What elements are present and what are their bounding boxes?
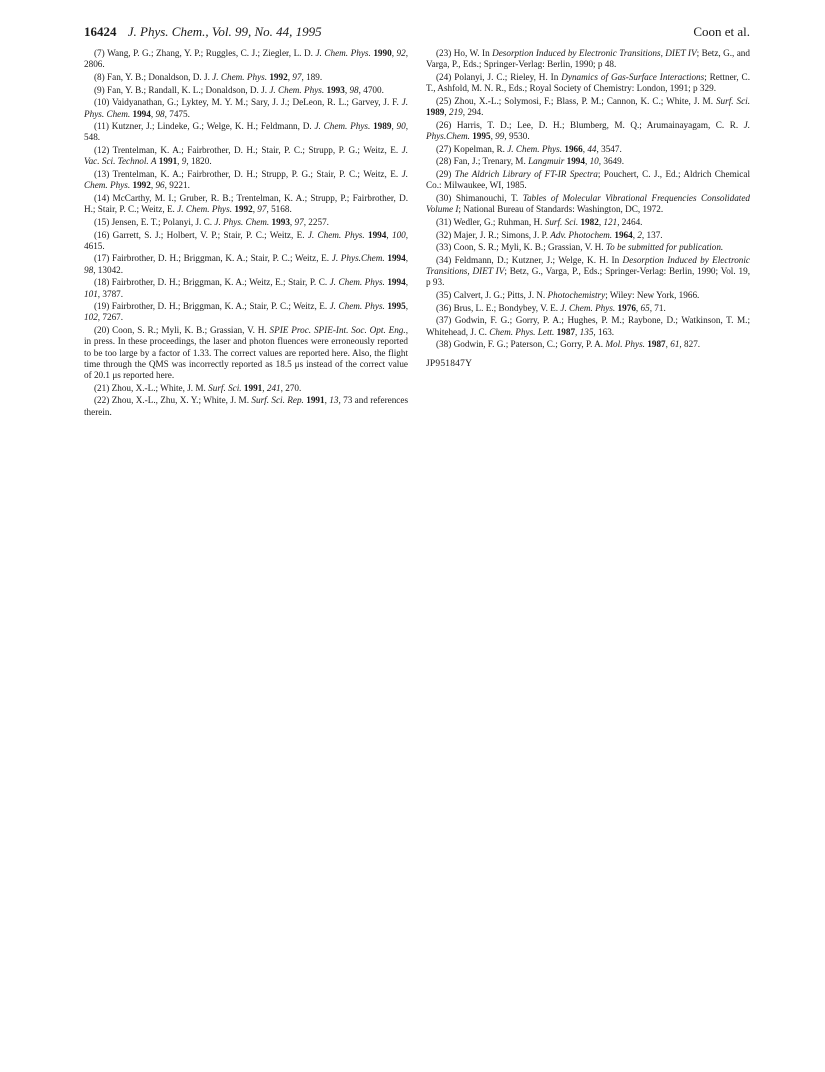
header-left <box>84 24 322 40</box>
reference-authors: Jensen, E. T.; Polanyi, J. C. <box>111 216 215 227</box>
reference-pages: , 4700. <box>358 84 384 95</box>
reference-item <box>426 242 750 253</box>
reference-number: (35) <box>436 290 452 301</box>
reference-authors: Coon, S. R.; Myli, K. B.; Grassian, V. H. <box>112 325 270 336</box>
reference-pages: ; Pouchert, C. J., Ed.; Aldrich Chemical Co.: Milwaukee, WI, 1985. <box>426 169 751 191</box>
reference-volume: 101 <box>84 288 98 299</box>
reference-year: 1991 <box>158 156 178 167</box>
reference-number: (27) <box>436 143 452 154</box>
reference-source: Desorption Induced by Electronic Transitions, DIET IV <box>426 254 751 277</box>
reference-authors: Brus, L. E.; Bondybey, V. E. <box>453 302 561 313</box>
reference-pages: , 71. <box>649 302 666 313</box>
reference-pages: ; National Bureau of Standards: Washington, DC, 1972. <box>458 204 664 215</box>
reference-number: (32) <box>436 229 452 240</box>
reference-number: (18) <box>94 277 110 288</box>
reference-authors: Fairbrother, D. H.; Briggman, K. A.; Stair, P. C.; Weitz, E. <box>111 253 332 264</box>
reference-year: 1966 <box>564 143 583 154</box>
reference-pages: , 7475. <box>164 108 190 119</box>
reference-number: (22) <box>94 395 110 406</box>
reference-source: J. Chem. Phys. <box>212 71 268 82</box>
reference-item: (25) Zhou, X.-L.; Solymosi, F.; Blass, P. M.; Cannon, K. C.; White, J. M. Surf. Sci. 1989, 219, 294. <box>426 95 751 118</box>
reference-authors: Harris, T. D.; Lee, D. H.; Blumberg, M. Q.; Arumainayagam, C. R. <box>456 119 744 130</box>
reference-volume: 9 <box>181 156 187 167</box>
reference-number: (9) <box>94 84 105 95</box>
reference-volume: 99 <box>495 130 505 141</box>
reference-volume: 121 <box>603 216 618 227</box>
reference-pages: , 2464. <box>617 216 643 227</box>
reference-year: 1994 <box>387 253 406 264</box>
reference-source: Dynamics of Gas-Surface Interactions <box>561 71 705 82</box>
reference-source: J. Chem. Phys. <box>314 121 371 132</box>
references-right-list <box>426 48 750 351</box>
page-number: 16424 <box>84 24 117 39</box>
reference-item: (27) Kopelman, R. J. Chem. Phys. 1966, 44, 3547. <box>436 143 622 154</box>
reference-number: (36) <box>436 302 452 313</box>
reference-item: (11) Kutzner, J.; Lindeke, G.; Welge, K. H.; Feldmann, D. J. Chem. Phys. 1989, 90, 548. <box>84 121 409 143</box>
reference-authors: Feldmann, D.; Kutzner, J.; Welge, K. H. In <box>454 254 623 265</box>
reference-number: (31) <box>436 216 452 227</box>
reference-authors: Godwin, F. G.; Paterson, C.; Gorry, P. A. <box>453 339 606 350</box>
reference-year: 1990 <box>373 48 392 58</box>
reference-item: (37) Godwin, F. G.; Gorry, P. A.; Hughes, P. M.; Raybone, D.; Watkinson, T. M.; Whitehead, J. C. Chem. Phys. Lett. 1987, 135, 163. <box>426 315 750 337</box>
reference-number: (28) <box>436 156 452 167</box>
reference-source: J. Chem. Phys. <box>560 302 616 313</box>
reference-item: (26) Harris, T. D.; Lee, D. H.; Blumberg, M. Q.; Arumainayagam, C. R. J. Phys.Chem. 1995, 99, 9530. <box>426 119 751 141</box>
reference-number: (10) <box>94 97 110 108</box>
reference-source: J. Chem. Phys. <box>177 204 233 215</box>
reference-source: J. Chem. Phys. <box>329 277 385 288</box>
reference-year: 1989 <box>426 107 445 118</box>
reference-authors: Godwin, F. G.; Gorry, P. A.; Hughes, P. M.; Raybone, D.; Watkinson, T. M.; Whitehead, J. C. <box>426 315 750 337</box>
reference-source: J. Chem. Phys. <box>315 48 371 58</box>
reference-authors: Fairbrother, D. H.; Briggman, K. A.; Stair, P. C.; Weitz, E. <box>111 301 330 312</box>
reference-volume: 90 <box>396 121 406 132</box>
reference-volume: 102 <box>84 312 98 323</box>
reference-volume: 44 <box>587 143 597 154</box>
reference-source: Surf. Sci. <box>208 382 242 393</box>
reference-item <box>426 72 750 94</box>
reference-authors: Calvert, J. G.; Pitts, J. N. <box>453 290 548 301</box>
reference-item: (12) Trentelman, K. A.; Fairbrother, D. H.; Stair, P. C.; Strupp, P. G.; Weitz, E. J. Vac. Sci. Technol. A 1991, 9, 1820. <box>84 145 409 167</box>
reference-year: 1993 <box>326 84 345 95</box>
reference-number: (33) <box>436 242 452 253</box>
journal-citation: J. Phys. Chem., Vol. 99, No. 44, 1995 <box>127 24 322 39</box>
reference-number: (15) <box>94 216 110 227</box>
reference-pages: , 3649. <box>598 156 625 167</box>
reference-source: Tables of Molecular Vibrational Frequencies Consolidated Volume I <box>426 192 751 215</box>
reference-volume: 135 <box>579 326 594 337</box>
reference-year: 1976 <box>617 302 636 313</box>
reference-pages: ; Betz, G., and Varga, P., Eds.; Springer-Verlag: Berlin, 1990; p 48. <box>426 48 750 70</box>
reference-authors: Zhou, X.-L.; Solymosi, F.; Blass, P. M.; Cannon, K. C.; White, J. M. <box>454 95 716 106</box>
reference-item: (36) Brus, L. E.; Bondybey, V. E. J. Chem. Phys. 1976, 65, 71. <box>436 302 666 313</box>
reference-volume: 219 <box>448 107 463 118</box>
reference-authors: Ho, W. In <box>453 48 493 58</box>
reference-source: Langmuir <box>528 156 565 167</box>
reference-authors: Trentelman, K. A.; Fairbrother, D. H.; Strupp, P. G.; Stair, P. C.; Weitz, E. <box>112 169 402 180</box>
reference-year: 1987 <box>556 326 576 337</box>
reference-year: 1995 <box>387 301 406 312</box>
reference-source: J. Chem. Phys. <box>84 169 409 191</box>
reference-item: (18) Fairbrother, D. H.; Briggman, K. A.; Weitz, E.; Stair, P. C. J. Chem. Phys. 1994, 101, 3787. <box>84 277 408 299</box>
reference-source: To be submitted for publication. <box>605 242 724 253</box>
reference-volume: 98 <box>349 84 359 95</box>
reference-pages: , 294. <box>462 107 484 118</box>
reference-item: (21) Zhou, X.-L.; White, J. M. Surf. Sci. 1991, 241, 270. <box>94 382 302 393</box>
reference-number: (37) <box>436 315 452 326</box>
reference-pages: , 4615. <box>84 229 409 251</box>
reference-number: (29) <box>436 169 452 180</box>
reference-number: (25) <box>436 95 452 106</box>
reference-volume: 241 <box>266 382 281 393</box>
reference-pages: , 189. <box>301 71 323 82</box>
reference-authors: Fairbrother, D. H.; Briggman, K. A.; Weitz, E.; Stair, P. C. <box>111 277 330 288</box>
reference-item: (10) Vaidyanathan, G.; Lyktey, M. Y. M.; Sary, J. J.; DeLeon, R. L.; Garvey, J. F. J. Phys. Chem. 1994, 98, 7475. <box>84 97 408 119</box>
reference-volume: 97 <box>294 216 304 227</box>
reference-authors: Polanyi, J. C.; Rieley, H. In <box>454 71 562 82</box>
reference-source: Adv. Photochem. <box>550 229 613 240</box>
reference-source: J. Chem. Phys. <box>269 84 325 95</box>
reference-number: (16) <box>94 229 110 240</box>
reference-year: 1964 <box>614 229 633 240</box>
reference-volume: 10 <box>589 156 599 167</box>
reference-pages: , 7267. <box>97 312 124 323</box>
reference-pages: , 3787. <box>97 288 124 299</box>
reference-volume: 92 <box>396 48 406 58</box>
reference-pages: , 9530. <box>504 130 530 141</box>
reference-source: Chem. Phys. Lett. <box>489 326 555 337</box>
reference-number: (20) <box>94 325 110 336</box>
reference-source: Photochemistry <box>547 290 606 301</box>
reference-year: 1991 <box>306 395 325 406</box>
reference-item: (7) Wang, P. G.; Zhang, Y. P.; Ruggles, C. J.; Ziegler, L. D. J. Chem. Phys. 1990, 92, 2806. <box>84 48 409 70</box>
reference-year: 1991 <box>243 382 263 393</box>
reference-item <box>426 48 750 70</box>
reference-pages: , 9221. <box>164 180 190 191</box>
reference-pages: , 3547. <box>596 143 622 154</box>
reference-pages: , 2806. <box>84 48 409 70</box>
reference-pages: , 1820. <box>186 156 212 167</box>
reference-source: Mol. Phys. <box>605 339 645 350</box>
reference-authors: Coon, S. R.; Myli, K. B.; Grassian, V. H. <box>453 242 606 253</box>
reference-item <box>426 169 750 191</box>
reference-number: (23) <box>436 48 452 58</box>
reference-volume: 97 <box>257 204 267 215</box>
reference-volume: 98 <box>155 108 165 119</box>
reference-number: (12) <box>94 145 110 156</box>
reference-year: 1987 <box>647 339 666 350</box>
article-end-code: JP951847Y <box>426 358 473 369</box>
reference-number: (8) <box>94 71 105 82</box>
reference-item <box>426 290 750 301</box>
reference-source: J. Chem. Phys. <box>507 143 563 154</box>
reference-source: J. Chem. Phys. <box>307 229 365 240</box>
reference-pages: , 5168. <box>266 204 292 215</box>
reference-authors: Fan, J.; Trenary, M. <box>453 156 529 167</box>
reference-authors: Wang, P. G.; Zhang, Y. P.; Ruggles, C. J.; Ziegler, L. D. <box>107 48 316 58</box>
reference-item: (32) Majer, J. R.; Simons, J. P. Adv. Photochem. 1964, 2, 137. <box>436 229 663 240</box>
reference-item: (15) Jensen, E. T.; Polanyi, J. C. J. Phys. Chem. 1993, 97, 2257. <box>94 216 329 227</box>
reference-number: (21) <box>94 382 110 393</box>
reference-item: (17) Fairbrother, D. H.; Briggman, K. A.; Stair, P. C.; Weitz, E. J. Phys.Chem. 1994, 98, 13042. <box>84 253 409 275</box>
reference-year: 1993 <box>271 216 290 227</box>
reference-item: (19) Fairbrother, D. H.; Briggman, K. A.; Stair, P. C.; Weitz, E. J. Chem. Phys. 1995, 102, 7267. <box>84 301 408 323</box>
reference-volume: 98 <box>84 264 94 275</box>
reference-year: 1992 <box>234 204 253 215</box>
reference-authors: Majer, J. R.; Simons, J. P. <box>453 229 551 240</box>
reference-item: (8) Fan, Y. B.; Donaldson, D. J. J. Chem. Phys. 1992, 97, 189. <box>94 71 323 82</box>
reference-item: (14) McCarthy, M. I.; Gruber, R. B.; Trentelman, K. A.; Strupp, P.; Fairbrother, D. H.; Stair, P. C.; Weitz, E. J. Chem. Phys. 1992, 97, 5168. <box>84 192 408 215</box>
reference-source: J. Phys. Chem. <box>214 216 270 227</box>
reference-source: J. Vac. Sci. Technol. A <box>84 145 409 167</box>
reference-pages: ; Betz, G., Varga, P., Eds.; Springer-Verlag: Berlin, 1990; Vol. 19, p 93. <box>426 266 750 288</box>
header-authors: Coon et al. <box>693 24 750 39</box>
reference-volume: 2 <box>637 229 642 240</box>
reference-pages: , 137. <box>641 229 663 240</box>
reference-authors: Trentelman, K. A.; Fairbrother, D. H.; Stair, P. C.; Strupp, P. G.; Weitz, E. <box>112 145 402 156</box>
reference-pages: , 73 and references therein. <box>84 395 409 417</box>
reference-pages: , 13042. <box>93 264 124 275</box>
reference-number: (14) <box>94 192 110 203</box>
reference-item: (31) Wedler, G.; Ruhman, H. Surf. Sci. 1982, 121, 2464. <box>436 216 643 227</box>
reference-pages: ; Rettner, C. T., Ashfold, M. N. R., Eds.; Royal Society of Chemistry: London, 1991; p 329. <box>426 71 750 94</box>
reference-year: 1992 <box>132 180 151 191</box>
reference-year: 1992 <box>269 71 288 82</box>
reference-pages: , in press. In these proceedings, the laser and photon fluences were erroneously reported to be too large by a factor of 1.33. The correct values are reported here. Also, the flight time through the QMS was incorrectly reported as 18.5 μs instead of the correct value of 20.1 μs reported here. <box>84 325 408 380</box>
reference-number: (26) <box>436 119 452 130</box>
reference-item: (28) Fan, J.; Trenary, M. Langmuir 1994, 10, 3649. <box>436 156 625 167</box>
reference-authors: Kopelman, R. <box>453 143 508 154</box>
reference-pages: , 270. <box>280 382 302 393</box>
reference-authors: Garrett, S. J.; Holbert, V. P.; Stair, P. C.; Weitz, E. <box>112 229 308 240</box>
reference-pages: ; Wiley: New York, 1966. <box>605 290 700 301</box>
reference-number: (34) <box>436 254 452 265</box>
reference-authors: McCarthy, M. I.; Gruber, R. B.; Trentelman, K. A.; Strupp, P.; Fairbrother, D. H.; Stair, P. C.; Weitz, E. <box>84 192 408 215</box>
reference-volume: 96 <box>155 180 165 191</box>
reference-authors: Wedler, G.; Ruhman, H. <box>453 216 545 227</box>
reference-number: (24) <box>436 71 452 82</box>
reference-source: Surf. Sci. <box>544 216 579 227</box>
reference-source: J. Phys. Chem. <box>84 97 408 119</box>
running-header <box>84 24 750 46</box>
reference-year: 1995 <box>472 130 491 141</box>
reference-item <box>426 255 750 289</box>
reference-volume: 65 <box>640 302 650 313</box>
reference-item: (22) Zhou, X.-L., Zhu, X. Y.; White, J. M. Surf. Sci. Rep. 1991, 13, 73 and references therein. <box>84 395 409 417</box>
references-left-column <box>84 48 408 419</box>
reference-pages: , 827. <box>679 339 701 350</box>
reference-year: 1982 <box>580 216 599 227</box>
reference-pages: , 163. <box>593 326 615 337</box>
reference-source: Surf. Sci. <box>715 95 751 106</box>
reference-source: J. Chem. Phys. <box>329 301 385 312</box>
reference-volume: 61 <box>670 339 680 350</box>
reference-item: (13) Trentelman, K. A.; Fairbrother, D. H.; Strupp, P. G.; Stair, P. C.; Weitz, E. J. Chem. Phys. 1992, 96, 9221. <box>84 169 409 191</box>
reference-number: (7) <box>94 48 105 58</box>
reference-item <box>426 193 750 215</box>
reference-item: (9) Fan, Y. B.; Randall, K. L.; Donaldson, D. J. J. Chem. Phys. 1993, 98, 4700. <box>94 84 384 95</box>
reference-source: J. Phys.Chem. <box>331 253 385 264</box>
reference-year: 1994 <box>566 156 585 167</box>
reference-year: 1994 <box>367 229 387 240</box>
reference-number: (13) <box>94 169 110 180</box>
reference-source: SPIE Proc. SPIE-Int. Soc. Opt. Eng. <box>269 325 406 336</box>
reference-source: The Aldrich Library of FT-IR Spectra <box>454 169 598 180</box>
reference-item: (38) Godwin, F. G.; Paterson, C.; Gorry, P. A. Mol. Phys. 1987, 61, 827. <box>436 339 701 350</box>
reference-year: 1994 <box>132 108 151 119</box>
reference-authors: Shimanouchi, T. <box>455 192 523 203</box>
reference-number: (30) <box>436 192 452 203</box>
reference-authors: Zhou, X.-L., Zhu, X. Y.; White, J. M. <box>111 395 252 406</box>
reference-authors: Zhou, X.-L.; White, J. M. <box>111 382 209 393</box>
reference-volume: 100 <box>391 229 406 240</box>
reference-source: Desorption Induced by Electronic Transitions, DIET IV <box>492 48 697 58</box>
reference-pages: , 548. <box>84 121 409 143</box>
reference-number: (19) <box>94 301 110 312</box>
reference-year: 1994 <box>387 277 406 288</box>
reference-source: J. Phys.Chem. <box>426 119 751 141</box>
reference-authors: Vaidyanathan, G.; Lyktey, M. Y. M.; Sary, J. J.; DeLeon, R. L.; Garvey, J. F. <box>112 97 402 108</box>
reference-number: (11) <box>94 121 109 132</box>
reference-authors: Kutzner, J.; Lindeke, G.; Welge, K. H.; Feldmann, D. <box>111 121 315 132</box>
reference-number: (38) <box>436 339 452 350</box>
reference-authors: Fan, Y. B.; Randall, K. L.; Donaldson, D. J. <box>107 84 270 95</box>
reference-volume: 13 <box>329 395 339 406</box>
reference-volume: 97 <box>292 71 302 82</box>
reference-number: (17) <box>94 253 110 264</box>
reference-source: Surf. Sci. Rep. <box>251 395 304 406</box>
reference-item: (16) Garrett, S. J.; Holbert, V. P.; Stair, P. C.; Weitz, E. J. Chem. Phys. 1994, 100, 4615. <box>84 229 409 251</box>
references-right-column <box>426 48 750 370</box>
reference-pages: , 2257. <box>303 216 329 227</box>
reference-authors: Fan, Y. B.; Donaldson, D. J. <box>107 71 213 82</box>
reference-item <box>84 325 408 381</box>
reference-year: 1989 <box>373 121 392 132</box>
